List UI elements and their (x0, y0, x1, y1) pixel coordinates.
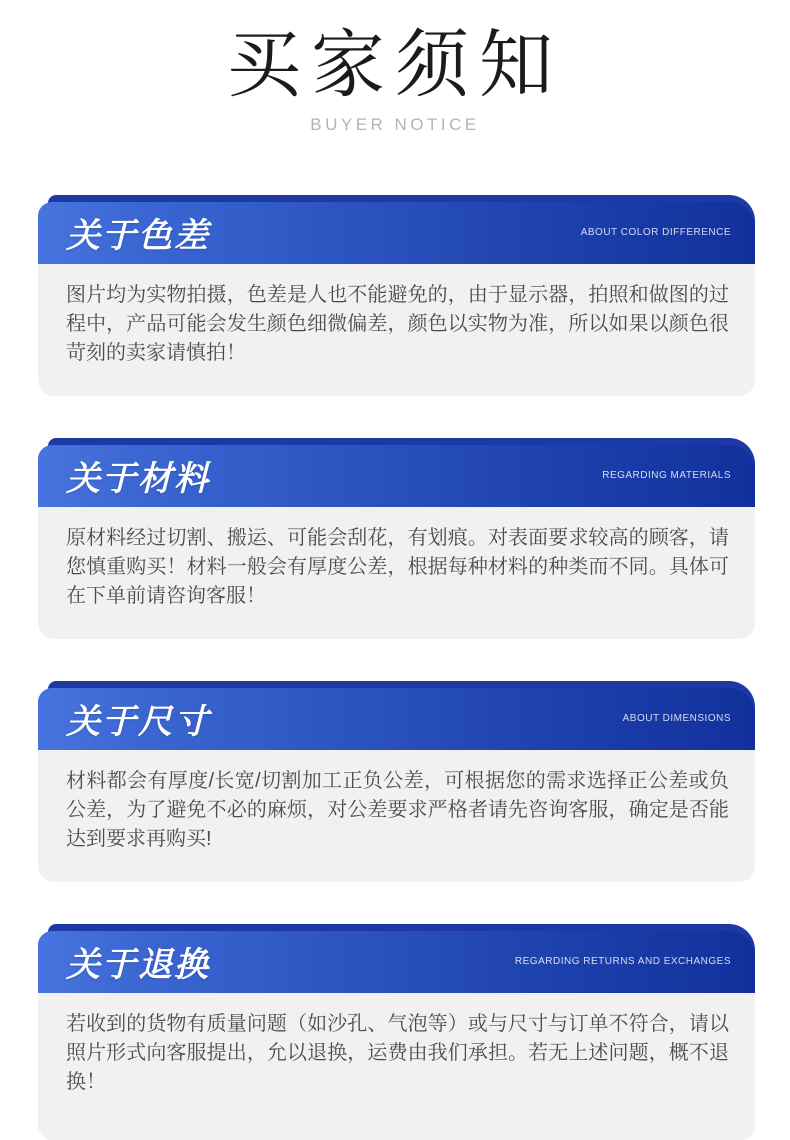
section-header (38, 681, 755, 750)
section-returns (38, 924, 755, 1140)
header-front-bar (38, 202, 755, 264)
section-title: 关于尺寸 (66, 703, 210, 742)
section-color-difference (38, 195, 755, 396)
header-front-bar (38, 688, 755, 750)
page-title: 买家须知 (227, 23, 563, 106)
section-header (38, 438, 755, 507)
section-title: 关于退换 (66, 946, 210, 985)
page-subtitle: BUYER NOTICE (310, 114, 480, 134)
section-body: 图片均为实物拍摄，色差是人也不能避免的，由于显示器，拍照和做图的过程中，产品可能会发生颜色细微偏差，颜色以实物为准，所以如果以颜色很苛刻的卖家请慎拍！ (38, 264, 755, 396)
section-body: 材料都会有厚度/长宽/切割加工正负公差，可根据您的需求选择正公差或负公差，为了避免不必的麻烦，对公差要求严格者请先咨询客服，确定是否能达到要求再购买! (38, 750, 755, 882)
section-dimensions (38, 681, 755, 882)
section-body: 原材料经过切割、搬运、可能会刮花，有划痕。对表面要求较高的顾客，请您慎重购买！材料一般会有厚度公差，根据每种材料的种类而不同。具体可在下单前请咨询客服！ (38, 507, 755, 639)
header-front-bar (38, 931, 755, 993)
section-header (38, 924, 755, 993)
section-title-en: REGARDING MATERIALS (602, 470, 731, 482)
section-title-en: ABOUT COLOR DIFFERENCE (580, 227, 731, 239)
header-front-bar (38, 445, 755, 507)
notice-sections (0, 195, 790, 1140)
section-title-en: REGARDING RETURNS AND EXCHANGES (514, 956, 731, 968)
section-body: 若收到的货物有质量问题（如沙孔、气泡等）或与尺寸与订单不符合，请以照片形式向客服提出，允以退换，运费由我们承担。若无上述问题，概不退换！ (38, 993, 755, 1140)
section-materials (38, 438, 755, 639)
section-title: 关于材料 (66, 460, 210, 499)
section-title: 关于色差 (66, 217, 210, 256)
masthead (0, 0, 790, 135)
section-header (38, 195, 755, 264)
section-title-en: ABOUT DIMENSIONS (622, 713, 731, 725)
